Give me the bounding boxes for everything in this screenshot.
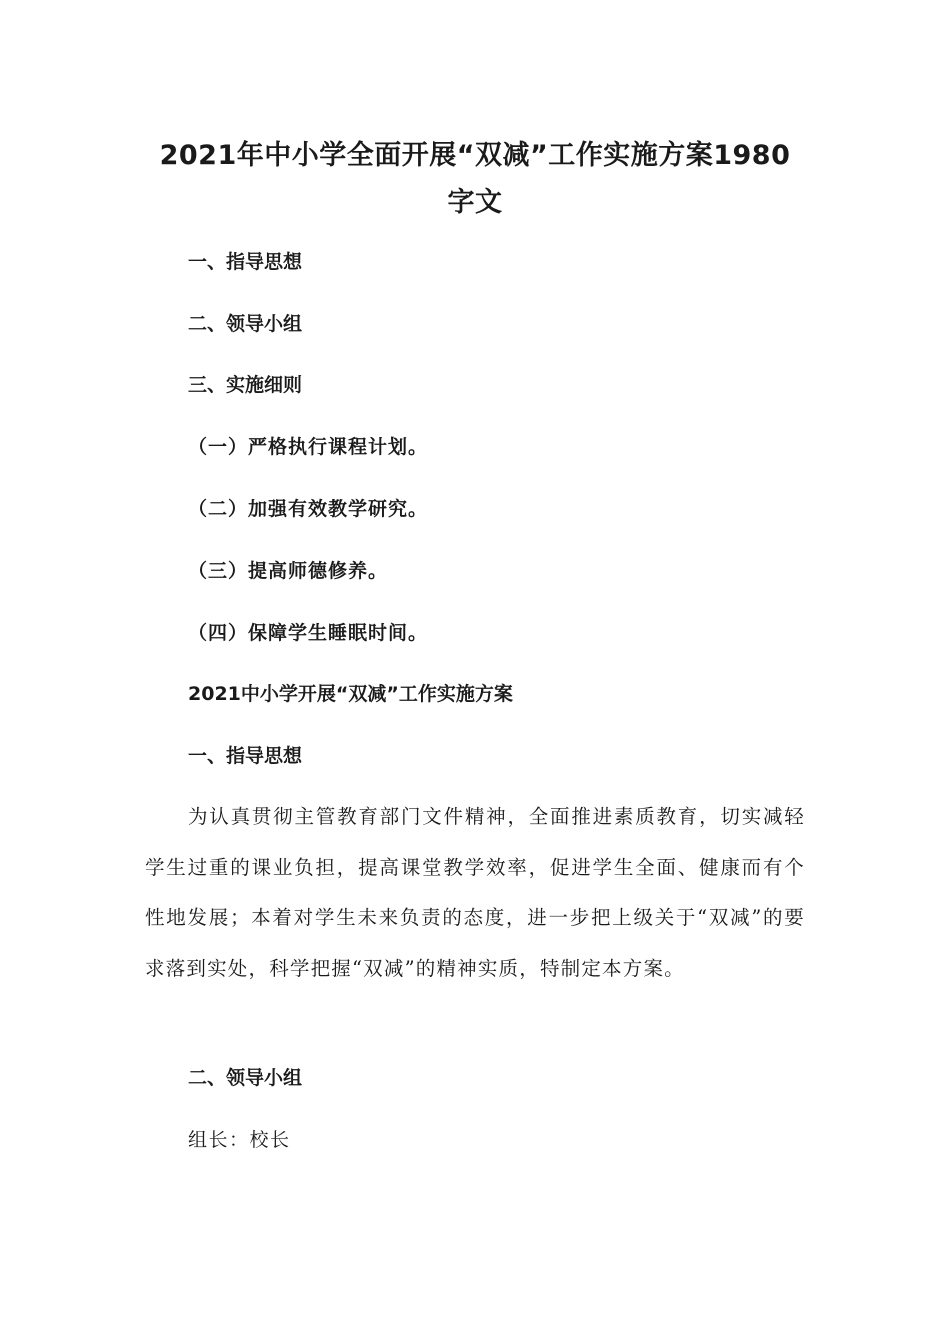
sub-item-2: （二）加强有效教学研究。: [188, 498, 429, 520]
sub-item-1: （一）严格执行课程计划。: [188, 436, 429, 458]
sub-item-3: （三）提高师德修养。: [188, 560, 389, 582]
heading-guiding-ideology: 一、指导思想: [188, 745, 303, 767]
section-title: 2021中小学开展“双减”工作实施方案: [188, 683, 513, 705]
paragraph-guiding-ideology: 为认真贯彻主管教育部门文件精神，全面推进素质教育，切实减轻学生过重的课业负担，提高课堂教学效率，促进学生全面、健康而有个性地发展；本着对学生未来负责的态度，进一步把上级关于“双减”的要求落到实处，科学把握“双减”的精神实质，特制定本方案。: [145, 805, 805, 980]
heading-leadership-group: 二、领导小组: [188, 1067, 303, 1089]
document-title-line-2: 字文: [447, 187, 503, 218]
document-title-line-1: 2021年中小学全面开展“双减”工作实施方案1980: [159, 140, 791, 171]
outline-item-leadership: 二、领导小组: [188, 313, 303, 335]
leader-line: 组长：校长: [188, 1129, 291, 1151]
outline-item-implementation: 三、实施细则: [188, 374, 303, 396]
outline-item-guiding: 一、指导思想: [188, 251, 303, 273]
sub-item-4: （四）保障学生睡眠时间。: [188, 622, 429, 644]
